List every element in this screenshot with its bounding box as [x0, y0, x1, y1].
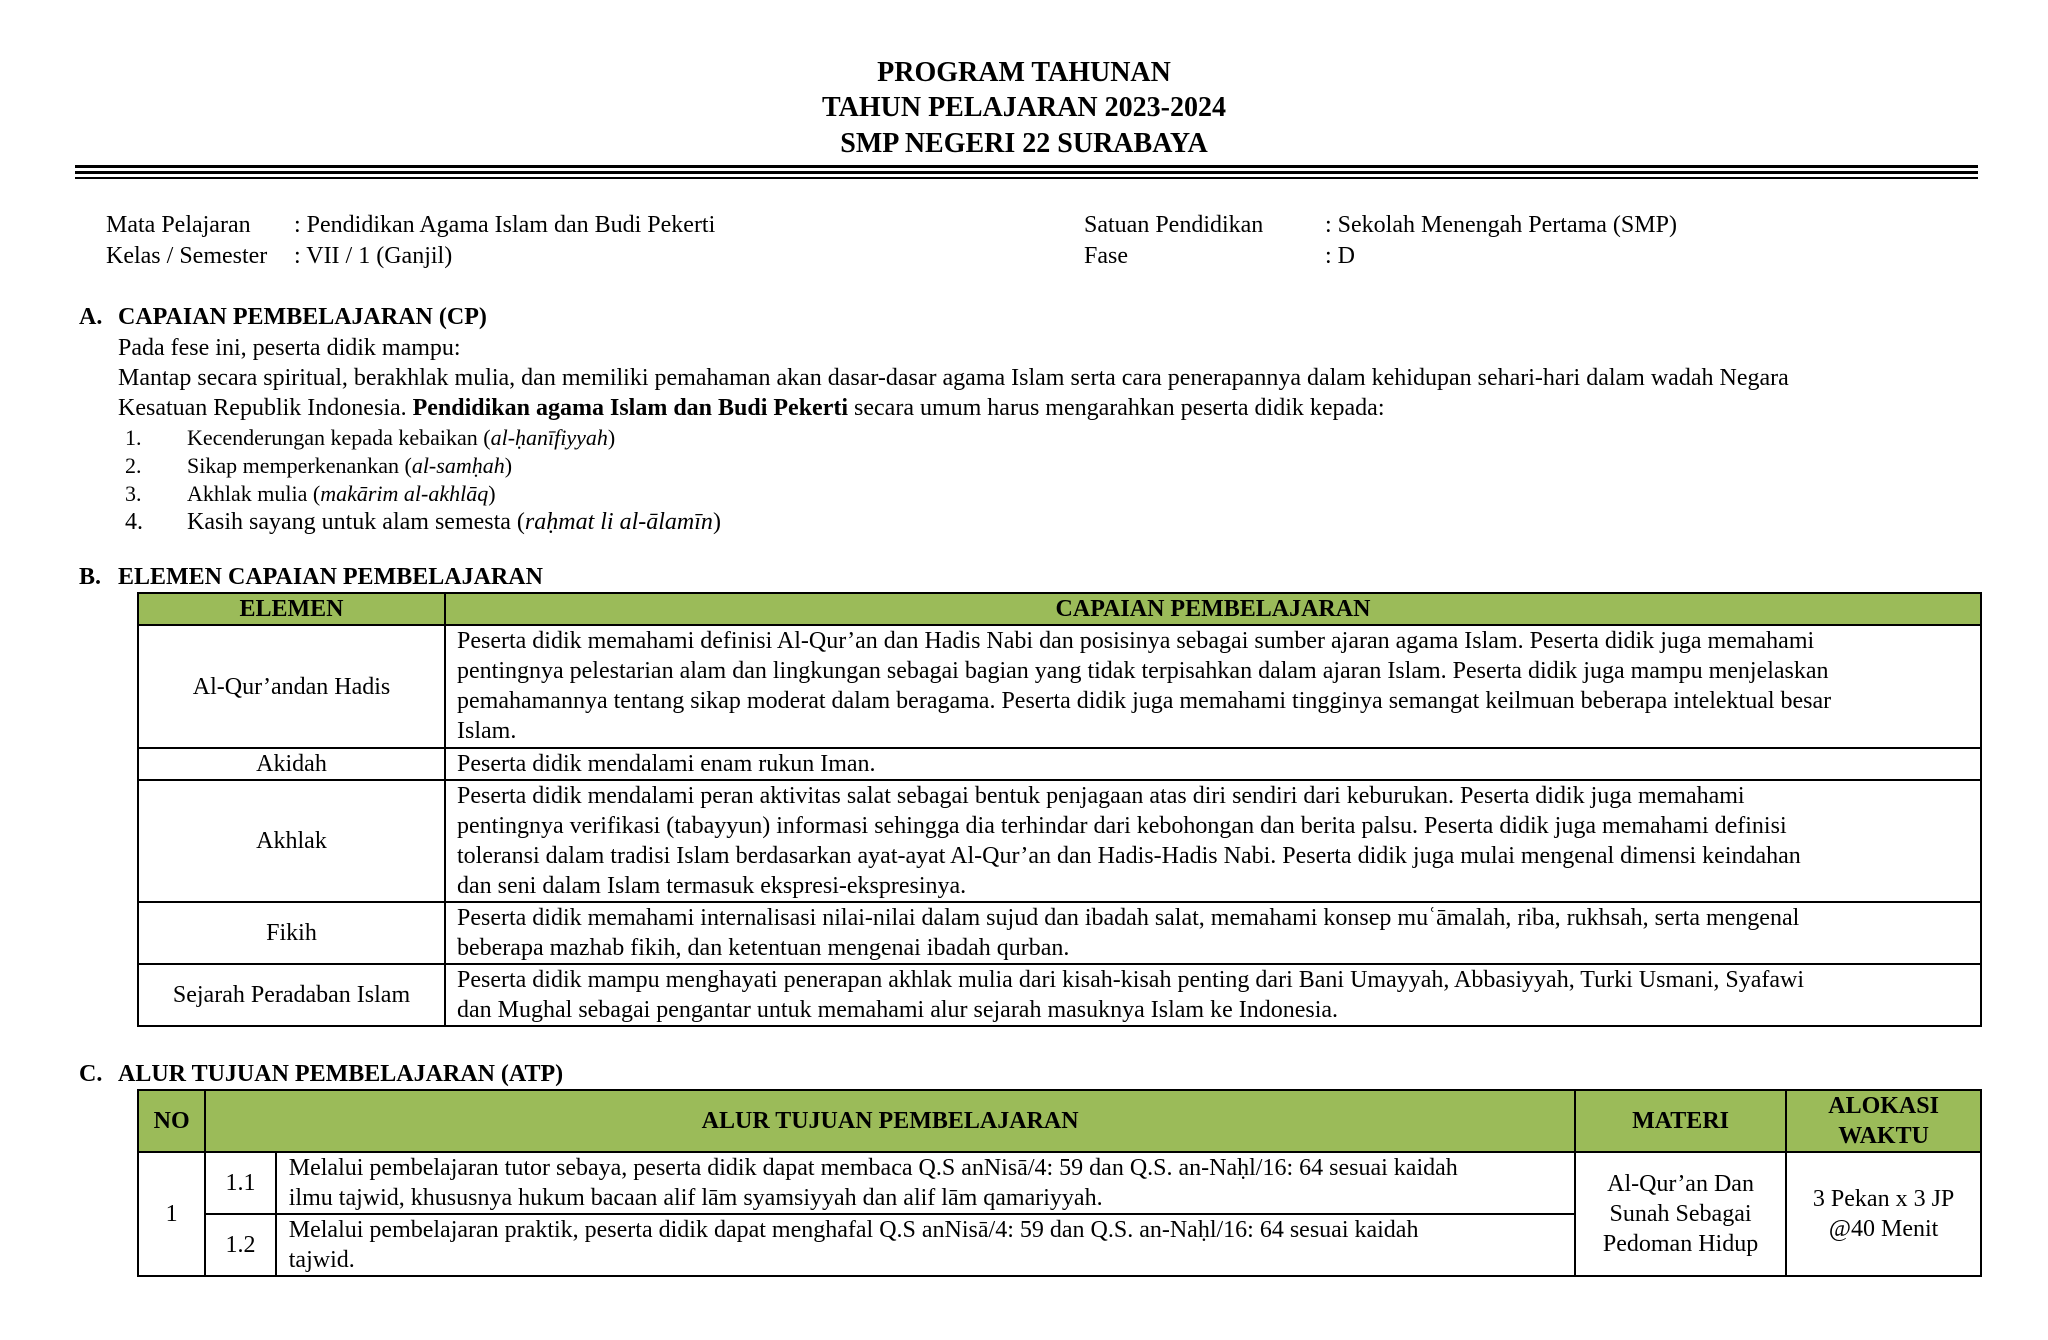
list-number: 3. — [125, 481, 142, 506]
atp-code: 1.1 — [205, 1152, 275, 1214]
list-item: Kasih sayang untuk alam semesta (raḥmat li al-ālamīn) — [187, 509, 721, 535]
atp-table — [137, 1089, 1982, 1277]
elemen-cell: Fikih — [138, 902, 445, 964]
row-number: 1 — [138, 1152, 205, 1276]
kelas-label: Kelas / Semester — [106, 243, 268, 269]
header-rule — [75, 165, 1978, 168]
atp-text: Melalui pembelajaran tutor sebaya, peserta didik dapat membaca Q.S anNisā/4: 59 dan Q.S. an-Naḥl/16: 64 sesuai kaidah ilmu tajwid, khususnya hukum bacaan alif lām syamsiyyah dan alif lām qamariyyah. — [276, 1152, 1575, 1214]
cp-paragraph-line: Mantap secara spiritual, berakhlak mulia, dan memiliki pemahaman akan dasar-dasar agama Islam serta cara penerapannya dalam kehidupan sehari-hari dalam wadah Negara — [118, 365, 1789, 391]
list-item: Kecenderungan kepada kebaikan (al-ḥanīfiyyah) — [187, 425, 616, 450]
table-row — [138, 625, 1981, 748]
column-header-alokasi: ALOKASI WAKTU — [1786, 1090, 1981, 1152]
table-row — [138, 780, 1981, 902]
elemen-cell: Akidah — [138, 748, 445, 780]
list-number: 2. — [125, 453, 142, 478]
materi-cell: Al-Qur’an Dan Sunah Sebagai Pedoman Hidup — [1575, 1152, 1786, 1276]
atp-code: 1.2 — [205, 1214, 275, 1276]
section-letter: A. — [79, 304, 103, 330]
cp-cell: Peserta didik mendalami peran aktivitas salat sebagai bentuk penjagaan atas diri sendiri dari keburukan. Peserta didik juga memahami pentingnya verifikasi (tabayyun) informasi sehingga dia terhindar dari kebohongan dan berita palsu. Peserta didik juga memahami definisi toleransi dalam tradisi Islam berdasarkan ayat-ayat Al-Qur’an dan Hadis-Hadis Nabi. Peserta didik juga mulai mengenal dimensi keindahan dan seni dalam Islam termasuk ekspresi-ekspresinya. — [445, 780, 1981, 902]
column-header-cp: CAPAIAN PEMBELAJARAN — [445, 593, 1981, 625]
academic-year: TAHUN PELAJARAN 2023-2024 — [822, 92, 1226, 123]
section-letter: B. — [79, 564, 102, 590]
cp-intro: Pada fese ini, peserta didik mampu: — [118, 335, 461, 361]
table-row — [138, 748, 1981, 780]
table-row — [138, 902, 1981, 964]
list-item: Sikap memperkenankan (al-samḥah) — [187, 453, 513, 478]
elemen-cp-table — [137, 592, 1982, 1027]
mapel-value: : Pendidikan Agama Islam dan Budi Pekerti — [294, 212, 716, 238]
fase-label: Fase — [1084, 243, 1128, 269]
school-name: SMP NEGERI 22 SURABAYA — [840, 128, 1208, 159]
satuan-label: Satuan Pendidikan — [1084, 212, 1264, 238]
satuan-value: : Sekolah Menengah Pertama (SMP) — [1325, 212, 1677, 238]
cp-cell: Peserta didik memahami internalisasi nilai-nilai dalam sujud dan ibadah salat, memahami konsep muʿāmalah, riba, rukhsah, serta mengenal beberapa mazhab fikih, dan ketentuan mengenai ibadah qurban. — [445, 902, 1981, 964]
table-row — [138, 1152, 1981, 1214]
cp-cell: Peserta didik mampu menghayati penerapan akhlak mulia dari kisah-kisah penting dari Bani Umayyah, Abbasiyyah, Turki Usmani, Syafawi dan Mughal sebagai pengantar untuk memahami alur sejarah masuknya Islam ke Indonesia. — [445, 964, 1981, 1026]
list-number: 1. — [125, 425, 142, 450]
column-header-materi: MATERI — [1575, 1090, 1786, 1152]
fase-value: : D — [1325, 243, 1355, 269]
elemen-cell: Akhlak — [138, 780, 445, 902]
kelas-value: : VII / 1 (Ganjil) — [294, 243, 453, 269]
section-title: ELEMEN CAPAIAN PEMBELAJARAN — [118, 564, 543, 590]
cp-cell: Peserta didik mendalami enam rukun Iman. — [445, 748, 1981, 780]
cp-bold-subject: Pendidikan agama Islam dan Budi Pekerti — [412, 395, 849, 421]
document-title: PROGRAM TAHUNAN — [877, 57, 1171, 88]
mapel-label: Mata Pelajaran — [106, 212, 251, 238]
elemen-cell: Al-Qur’andan Hadis — [138, 625, 445, 748]
column-header-elemen: ELEMEN — [138, 593, 445, 625]
cp-paragraph-line: Kesatuan Republik Indonesia. Pendidikan agama Islam dan Budi Pekerti secara umum harus mengarahkan peserta didik kepada: — [118, 395, 1385, 421]
elemen-cell: Sejarah Peradaban Islam — [138, 964, 445, 1026]
section-title: ALUR TUJUAN PEMBELAJARAN (ATP) — [118, 1061, 564, 1087]
table-row — [138, 964, 1981, 1026]
cp-cell: Peserta didik memahami definisi Al-Qur’an dan Hadis Nabi dan posisinya sebagai sumber ajaran agama Islam. Peserta didik juga memahami pentingnya pelestarian alam dan lingkungan sebagai bagian yang tidak terpisahkan dalam ajaran Islam. Peserta didik juga mampu menjelaskan pemahamannya tentang sikap moderat dalam beragama. Peserta didik juga memahami tingginya semangat keilmuan beberapa intelektual besar Islam. — [445, 625, 1981, 748]
column-header-atp: ALUR TUJUAN PEMBELAJARAN — [205, 1090, 1575, 1152]
header-rule — [75, 171, 1978, 174]
header-rule — [75, 177, 1978, 179]
section-letter: C. — [79, 1061, 103, 1087]
alokasi-cell: 3 Pekan x 3 JP @40 Menit — [1786, 1152, 1981, 1276]
atp-text: Melalui pembelajaran praktik, peserta didik dapat menghafal Q.S anNisā/4: 59 dan Q.S. an-Naḥl/16: 64 sesuai kaidah tajwid. — [276, 1214, 1575, 1276]
list-number: 4. — [125, 509, 143, 535]
list-item: Akhlak mulia (makārim al-akhlāq) — [187, 481, 496, 506]
section-title: CAPAIAN PEMBELAJARAN (CP) — [118, 304, 487, 330]
column-header-no: NO — [138, 1090, 205, 1152]
